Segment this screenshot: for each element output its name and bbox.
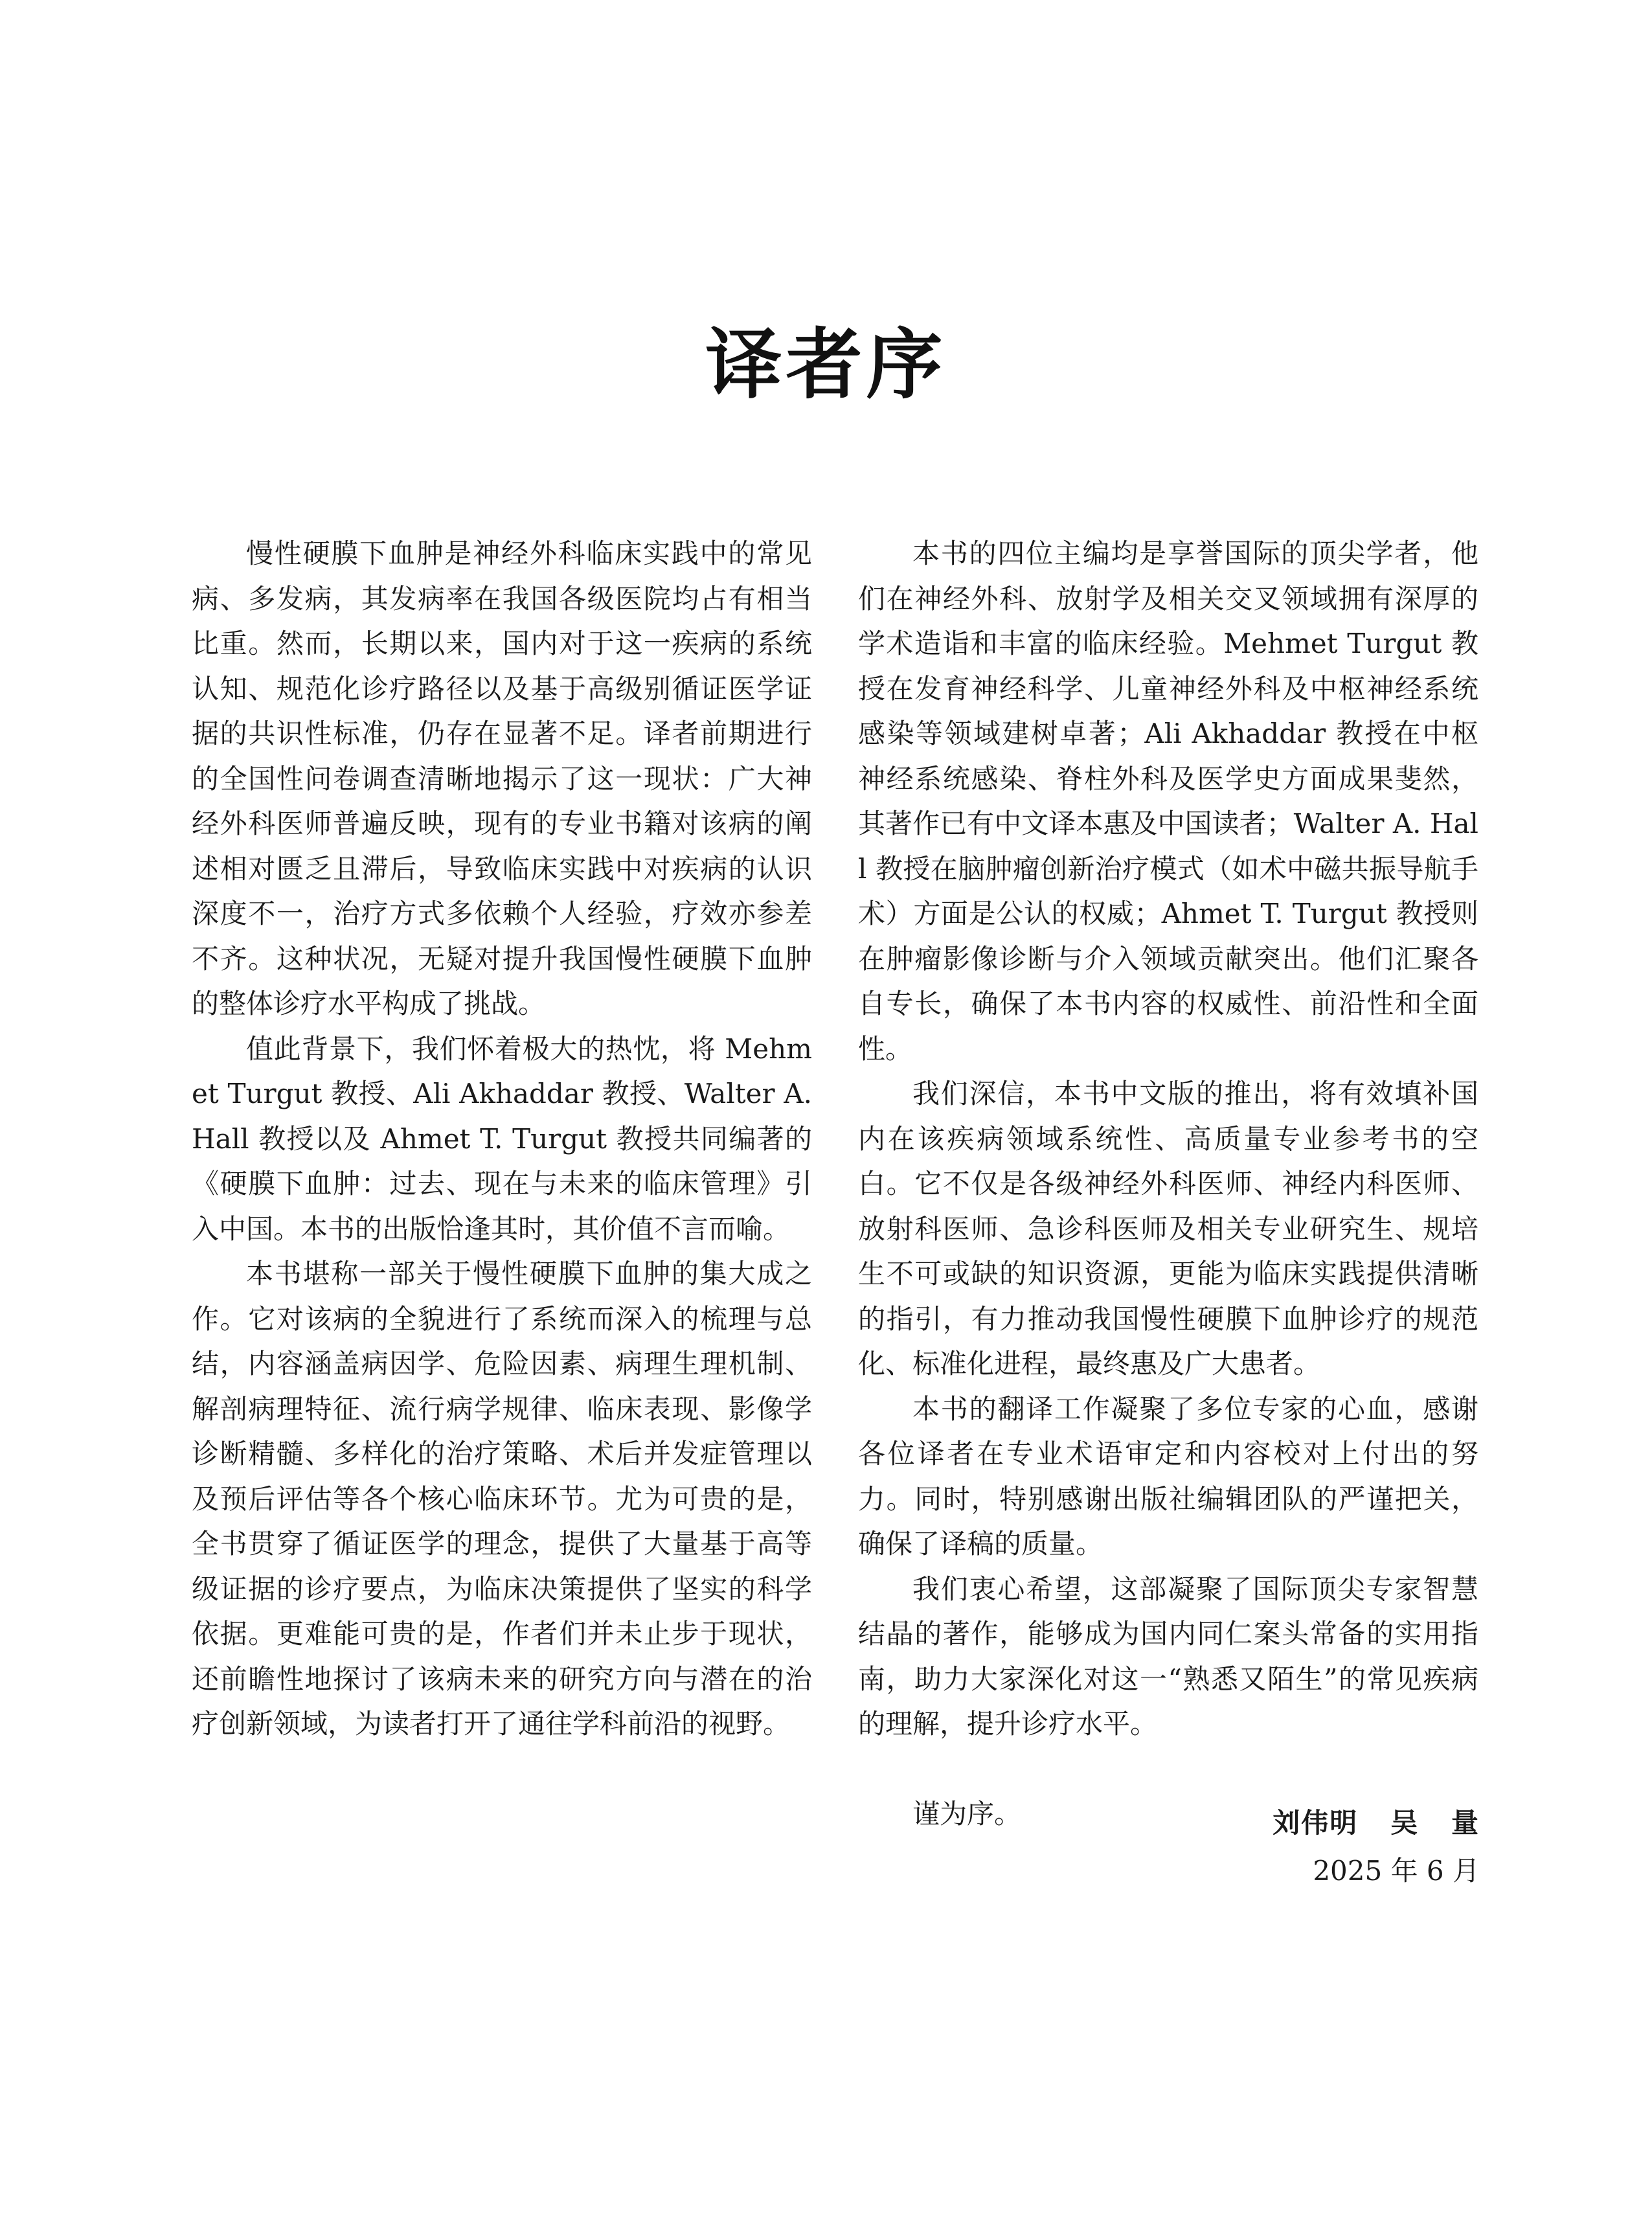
paragraph: 我们衷心希望，这部凝聚了国际顶尖专家智慧结晶的著作，能够成为国内同仁案头常备的实用指南，助力大家深化对这一“熟悉又陌生”的常见疾病的理解，提升诊疗水平。	[858, 1573, 1478, 1740]
left-column	[192, 531, 812, 1747]
signature-date: 2025 年 6 月	[1313, 1854, 1480, 1887]
paragraph: 值此背景下，我们怀着极大的热忱，将 Mehmet Turgut 教授、Ali Akhaddar 教授、Walter A. Hall 教授以及 Ahmet T. Turgut 教授共同编著的《硬膜下血肿：过去、现在与未来的临床管理》引入中国。本书的出版恰逢其时，其价值不言而喻。	[192, 1032, 812, 1245]
right-column	[858, 531, 1478, 1837]
paragraph: 本书堪称一部关于慢性硬膜下血肿的集大成之作。它对该病的全貌进行了系统而深入的梳理与总结，内容涵盖病因学、危险因素、病理生理机制、解剖病理特征、流行病学规律、临床表现、影像学诊断精髓、多样化的治疗策略、术后并发症管理以及预后评估等各个核心临床环节。尤为可贵的是，全书贯穿了循证医学的理念，提供了大量基于高等级证据的诊疗要点，为临床决策提供了坚实的科学依据。更难能可贵的是，作者们并未止步于现状，还前瞻性地探讨了该病未来的研究方向与潜在的治疗创新领域，为读者打开了通往学科前沿的视野。	[192, 1258, 812, 1740]
translator-names: 刘伟明 吴 量	[1273, 1807, 1480, 1839]
paragraph: 本书的四位主编均是享誉国际的顶尖学者，他们在神经外科、放射学及相关交叉领域拥有深厚的学术造诣和丰富的临床经验。Mehmet Turgut 教授在发育神经科学、儿童神经外科及中枢神经系统感染等领域建树卓著；Ali Akhaddar 教授在中枢神经系统感染、脊柱外科及医学史方面成果斐然，其著作已有中文译本惠及中国读者；Walter A. Hall 教授在脑肿瘤创新治疗模式（如术中磁共振导航手术）方面是公认的权威；Ahmet T. Turgut 教授则在肿瘤影像诊断与介入领域贡献突出。他们汇聚各自专长，确保了本书内容的权威性、前沿性和全面性。	[858, 538, 1478, 1065]
page-title: 译者序	[705, 319, 947, 409]
paragraph: 本书的翻译工作凝聚了多位专家的心血，感谢各位译者在专业术语审定和内容校对上付出的努力。同时，特别感谢出版社编辑团队的严谨把关，确保了译稿的质量。	[858, 1392, 1478, 1560]
signature-block	[1273, 1800, 1480, 1893]
paragraph: 慢性硬膜下血肿是神经外科临床实践中的常见病、多发病，其发病率在我国各级医院均占有相当比重。然而，长期以来，国内对于这一疾病的系统认知、规范化诊疗路径以及基于高级别循证医学证据的共识性标准，仍存在显著不足。译者前期进行的全国性问卷调查清晰地揭示了这一现状：广大神经外科医师普遍反映，现有的专业书籍对该病的阐述相对匮乏且滞后，导致临床实践中对疾病的认识深度不一，治疗方式多依赖个人经验，疗效亦参差不齐。这种状况，无疑对提升我国慢性硬膜下血肿的整体诊疗水平构成了挑战。	[192, 538, 812, 1019]
closing-line: 谨为序。	[912, 1798, 1022, 1830]
paragraph: 我们深信，本书中文版的推出，将有效填补国内在该疾病领域系统性、高质量专业参考书的空白。它不仅是各级神经外科医师、神经内科医师、放射科医师、急诊科医师及相关专业研究生、规培生不可或缺的知识资源，更能为临床实践提供清晰的指引，有力推动我国慢性硬膜下血肿诊疗的规范化、标准化进程，最终惠及广大患者。	[858, 1078, 1478, 1380]
